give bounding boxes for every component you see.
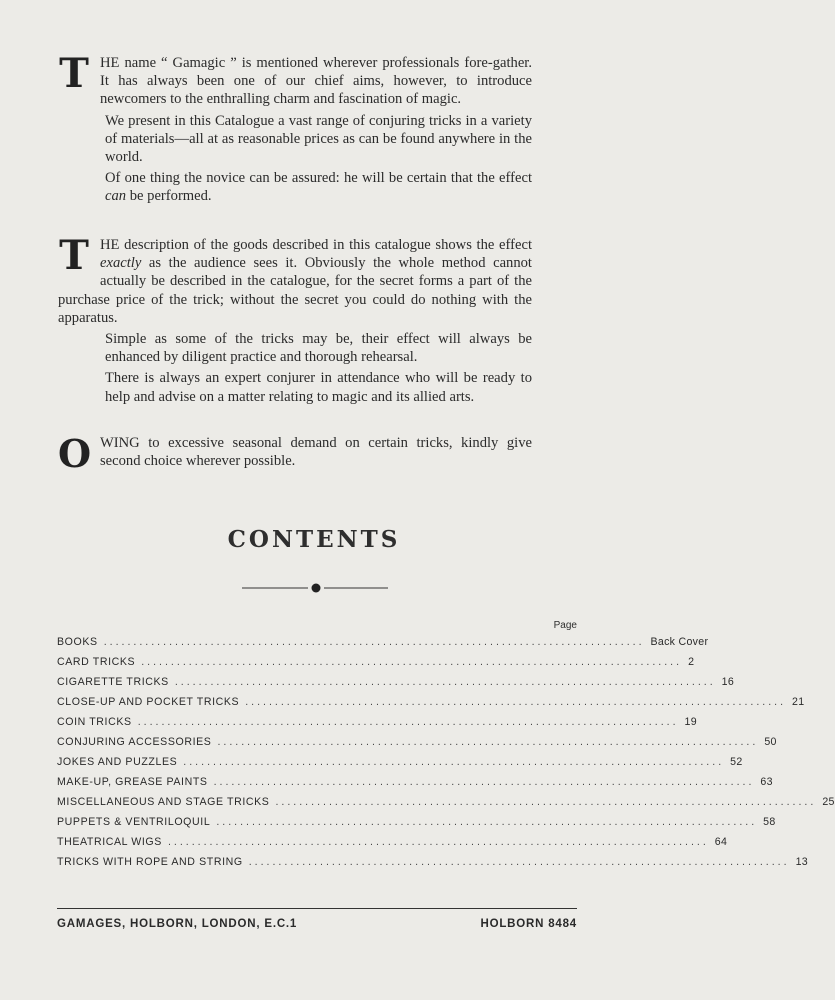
toc-row <box>57 676 735 696</box>
toc-label: TRICKS WITH ROPE AND STRING <box>57 856 243 868</box>
intro-p3-after: be performed. <box>126 188 212 205</box>
description-section <box>58 232 532 409</box>
toc-row <box>57 736 777 756</box>
toc-page: Back Cover <box>650 636 709 648</box>
intro-section <box>58 50 532 209</box>
toc-label: CIGARETTE TRICKS <box>57 676 169 688</box>
toc-page: 13 <box>795 856 808 868</box>
leader-dots: ........................................................................................... <box>217 736 759 748</box>
toc-page: 64 <box>714 836 728 848</box>
leader-dots: ........................................................................................... <box>245 696 787 708</box>
toc-label: THEATRICAL WIGS <box>57 836 162 848</box>
leader-dots: ........................................................................................... <box>213 776 755 788</box>
toc-page: 2 <box>688 656 695 668</box>
contents-list <box>57 636 835 876</box>
toc-label: CARD TRICKS <box>57 656 136 668</box>
toc-page: 50 <box>764 736 777 748</box>
toc-label: JOKES AND PUZZLES <box>57 756 178 768</box>
contents-title: CONTENTS <box>227 526 401 553</box>
toc-row <box>57 656 695 676</box>
toc-label: COIN TRICKS <box>57 716 132 728</box>
toc-page: 52 <box>730 756 743 768</box>
toc-label: MISCELLANEOUS AND STAGE TRICKS <box>57 796 270 808</box>
toc-label: CLOSE-UP AND POCKET TRICKS <box>57 696 240 708</box>
toc-page: 63 <box>760 776 773 788</box>
toc-row <box>57 696 805 716</box>
leader-dots: ........................................................................................... <box>141 656 683 668</box>
toc-label: BOOKS <box>57 636 98 648</box>
desc-p1-before: HE description of the goods described in this catalogue shows the effect <box>100 237 532 253</box>
leader-dots: ........................................................................................... <box>275 796 817 808</box>
drop-cap-t-2: T <box>59 232 89 279</box>
leader-dots: ........................................................................................... <box>167 836 709 848</box>
owing-paragraph <box>58 431 532 476</box>
toc-row <box>57 636 709 656</box>
toc-row <box>57 716 697 736</box>
toc-label: CONJURING ACCESSORIES <box>57 736 212 748</box>
intro-p3-before: Of one thing the novice can be assured: he will be certain that the effect <box>105 170 532 187</box>
toc-row <box>57 796 835 816</box>
footer-phone: HOLBORN 8484 <box>480 918 577 930</box>
divider-ornament <box>240 579 390 597</box>
toc-row <box>57 856 808 876</box>
toc-row <box>57 836 728 856</box>
footer-rule <box>57 908 577 909</box>
description-paragraph-2: Simple as some of the tricks may be, their effect will always be enhanced by diligent practice and thorough rehearsal. <box>105 331 532 366</box>
toc-label: MAKE-UP, GREASE PAINTS <box>57 776 208 788</box>
page-column-header: Page <box>553 620 577 631</box>
leader-dots: ........................................................................................... <box>103 636 645 648</box>
leader-dots: ........................................................................................... <box>174 676 716 688</box>
intro-paragraph-1 <box>58 50 532 109</box>
intro-p3-emphasis: can <box>105 188 127 205</box>
leader-dots: ........................................................................................... <box>216 816 758 828</box>
intro-paragraph-1-text: HE name “ Gamagic ” is mentioned wherever professionals fore-gather. It has always been one of our chief aims, however, to introduce newcomers to the enthralling charm and fascination of magic. <box>100 55 532 108</box>
intro-paragraph-3 <box>58 169 532 205</box>
leader-dots: ........................................................................................... <box>137 716 679 728</box>
leader-dots: ........................................................................................... <box>248 856 790 868</box>
intro-paragraph-2: We present in this Catalogue a vast range of conjuring tricks in a variety of materials—all at as reasonable prices as can be found anywhere in the world. <box>105 112 532 166</box>
toc-row <box>57 776 773 796</box>
toc-row <box>57 756 743 776</box>
toc-page: 58 <box>763 816 776 828</box>
desc-p1-emphasis: exactly <box>100 255 142 272</box>
drop-cap-t: T <box>59 50 89 97</box>
leader-dots: ........................................................................................... <box>183 756 725 768</box>
footer-address: GAMAGES, HOLBORN, LONDON, E.C.1 <box>57 918 298 930</box>
toc-label: PUPPETS & VENTRILOQUIL <box>57 816 211 828</box>
toc-page: 19 <box>684 716 697 728</box>
description-paragraph-1 <box>58 232 532 327</box>
toc-page: 25 <box>822 796 835 808</box>
toc-page: 21 <box>792 696 805 708</box>
toc-page: 16 <box>721 676 735 688</box>
desc-p1-after: as the audience sees it. Obviously the whole method cannot actually be described in the catalogue, for the secret forms a part of the purchase price of the trick; without the secret you could do nothing with the apparatus. <box>58 255 532 326</box>
description-paragraph-3: There is always an expert conjurer in attendance who will be ready to help and advise on a matter relating to magic and its allied arts. <box>105 370 532 405</box>
footer <box>57 918 577 930</box>
owing-paragraph-text: WING to excessive seasonal demand on certain tricks, kindly give second choice wherever possible. <box>100 435 532 470</box>
owing-section <box>58 431 532 476</box>
drop-cap-o: O <box>58 431 92 476</box>
toc-row <box>57 816 776 836</box>
